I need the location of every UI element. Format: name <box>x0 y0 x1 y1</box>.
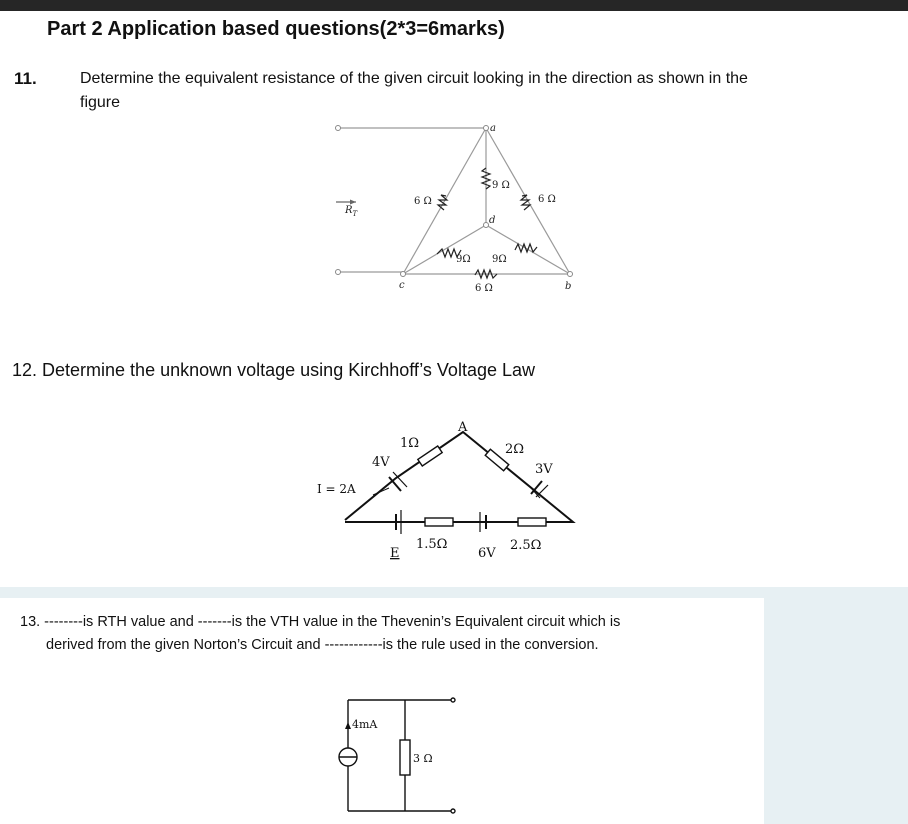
question-11-number: 11. <box>14 69 37 88</box>
question-11-line-1: Determine the equivalent resistance of the given circuit looking in the direction as shown in the <box>80 70 748 87</box>
resistor-3-ohm <box>400 740 410 775</box>
q12-r4-label: 2.5Ω <box>510 538 542 553</box>
terminal-top-icon <box>451 698 455 702</box>
resistor-3ohm-label: 3 Ω <box>413 752 433 765</box>
question-12-text: 12. Determine the unknown voltage using Kirchhoff’s Voltage Law <box>12 360 535 380</box>
terminal-bottom-icon <box>451 809 455 813</box>
q12-v1-label: 4V <box>372 455 390 470</box>
question-13-line-1: 13. --------is RTH value and -------is the VTH value in the Thevenin’s Equivalent circuit which is <box>20 614 621 630</box>
resistor-inner-left-label: 9Ω <box>456 254 471 265</box>
q12-r3-label: 1.5Ω <box>416 537 448 552</box>
node-b-label: b <box>565 281 572 292</box>
q12-r1-label: 1Ω <box>400 436 420 451</box>
arrow-up-icon <box>345 722 351 729</box>
node-c-label: c <box>399 280 405 291</box>
resistor-bottom-label: 6 Ω <box>475 283 493 294</box>
q12-v2-label: 3V <box>535 462 553 477</box>
section-title: Part 2 Application based questions(2*3=6marks) <box>47 18 505 40</box>
source-4ma-label: 4mA <box>352 718 378 731</box>
question-11-line-2: figure <box>80 94 121 111</box>
resistor-left-label: 6 Ω <box>414 196 432 207</box>
node-d-label: d <box>489 215 496 226</box>
node-a-label: a <box>490 123 496 134</box>
resistor-right-label: 6 Ω <box>538 194 556 205</box>
q12-v3-label: 6V <box>478 546 496 561</box>
rt-subscript: T <box>352 210 358 218</box>
q12-e-label: E <box>390 546 400 561</box>
rt-main: R <box>345 205 353 216</box>
question-13-line-2: derived from the given Norton’s Circuit and ------------is the rule used in the conversion. <box>46 637 599 653</box>
resistor-center-label: 9 Ω <box>492 180 510 191</box>
q12-current-label: I = 2A <box>317 482 356 496</box>
q12-node-a-label: A <box>458 420 468 435</box>
q12-r2-label: 2Ω <box>505 442 525 457</box>
resistor-inner-right-label: 9Ω <box>492 254 507 265</box>
